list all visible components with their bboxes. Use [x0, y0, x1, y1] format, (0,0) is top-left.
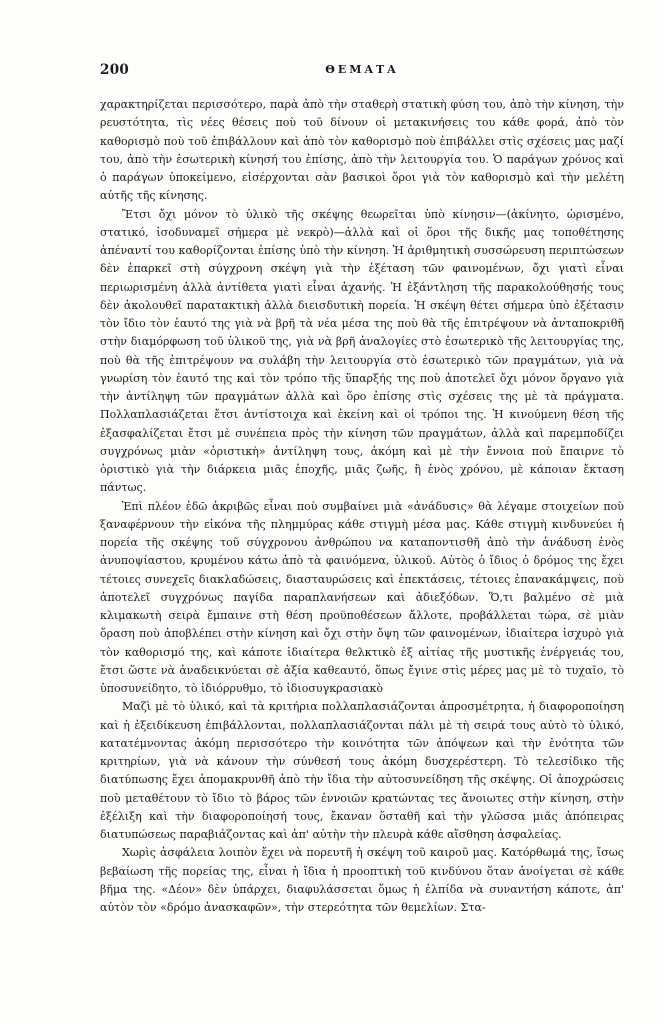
- page-header: [100, 62, 624, 82]
- paragraph: Μαζὶ μὲ τὸ ὑλικό, καὶ τὰ κριτήρια πολλαπλασιάζονται ἀπροσμέτρητα, ἡ διαφοροποίηση καὶ ἡ ἐξειδίκευση ἐπιβάλλονται, πολλαπλασιάζονται πάλι μὲ τὴ σειρά τους αὐτὸ τὸ ὑλικό, κατατέμνοντας ἀκόμη περισσότερο τὴν κοινότητα τῶν ἀπόψεων καὶ τὴν ἑνότητα τῶν κριτηρίων, γιὰ νὰ κάνουν τὴν σύνθεσή τους ἀκόμη δυσχερέστερη. Τὸ τελεσίδικο τῆς διατύπωσης ἔχει ἀπομακρυνθῆ ἀπὸ τὴν ἴδια τὴν αὐτοσυνείδηση τῆς σκέψης. Οἱ ἀποχρώσεις ποὺ μεταθέτουν τὸ ἴδιο τὸ βάρος τῶν ἐννοιῶν κρατώντας τες ἄνοιωτες στὴν κίνηση, στὴν ἐξέλιξη καὶ τὴν διαφοροποίησή τους, ἔκαναν ὅσταθῆ καὶ τὴν γλῶσσα μιᾶς ἀπόπειρας διατυπώσεως παραβιάζοντας καὶ ἀπ' αὐτὴν τὴν πλευρὰ κάθε αἴσθηση ἀσφαλείας.: [100, 700, 624, 841]
- paragraph-continued: χαρακτηρίζεται περισσότερο, παρὰ ἀπὸ τὴν σταθερὴ στατικὴ φύση του, ἀπὸ τὴν κίνηση, τὴν ρευστότητα, τὶς νέες θέσεις ποὺ τοῦ δίνουν οἱ μετακινήσεις του κάθε φορά, ἀπὸ τὸν καθορισμὸ ποὺ τοῦ ἐπιβάλλουν καὶ ἀπὸ τὸν καθορισμὸ ποὺ ἐπιβάλλει στὶς σχέσεις μας μαζί του, ἀπὸ τὴν ἐσωτερικὴ κίνησή του ἐπίσης, ἀπὸ τὴν λειτουργία του. Ὁ παράγων χρόνος καὶ ὁ παράγων ὑποκείμενο, εἰσέρχονται σὰν βασικοὶ ὅροι γιὰ τὸν καθορισμὸ καὶ τὴν μελέτη αὐτῆς τῆς κίνησης.: [100, 98, 624, 203]
- page-number: 200: [100, 62, 130, 78]
- paragraph: Ἐπὶ πλέον ἐδῶ ἀκριβῶς εἶναι ποὺ συμβαίνει μιὰ «ἀνάδυσις» θὰ λέγαμε στοιχείων ποὺ ξαναφέρνουν τὴν εἰκόνα τῆς πλημμύρας κάθε στιγμὴ μέσα μας. Κάθε στιγμὴ κινδυνεύει ἡ πορεία τῆς σκέψης τοῦ σύγχρονου ἀνθρώπου να καταποντισθῆ ἀπὸ τὴν ἀνάδυση ἑνὸς ἀνυποψίαστου, κρυμένου κάτω ἀπὸ τὰ φαινόμενα, ὑλικοῦ. Αὐτὸς ὁ ἴδιος ὁ δρόμος της ἔχει τέτοιες συνεχεῖς διακλαδώσεις, διασταυρώσεις καὶ ἐπεκτάσεις, τέτοιες ἐπανακάμψεις, ποὺ ἀποτελεῖ συγχρόνως παγίδα παραπλανήσεων καὶ ἀδιεξόδων. Ὅ,τι βαλμένο σὲ μιὰ κλιμακωτὴ σειρὰ ἔμπαινε στὴ θέση προϋποθέσεων ἄλλοτε, προβάλλεται τώρα, σὲ μιὰν ὅραση ποὺ ἀποβλέπει στὴν κίνηση καὶ ὄχι στὴν ὄψη τῶν φαινομένων, ἰδιαίτερα ἰσχυρὸ γιὰ τὸν καθορισμό της, καὶ κάποτε ἰδιαίτερα θελκτικὸ ἐξ αἰτίας τῆς μυστικῆς ἐνέργειάς του, ἔτσι ὥστε νὰ ἀναδεικνύεται σὲ ἀξία καθεαυτό, ὅπως ἔγινε στὶς μέρες μας μὲ τὸ τυχαῖο, τὸ ὑποσυνείδητο, τὸ ἰδιόρρυθμο, τὸ ἰδιοσυγκρασιακὸ: [100, 499, 624, 695]
- running-title: ΘΕΜΑΤΑ: [325, 63, 399, 76]
- paragraph: Χωρὶς ἀσφάλεια λοιπὸν ἔχει νὰ πορευτῆ ἡ σκέψη τοῦ καιροῦ μας. Κατόρθωμά της, ἴσως βεβαίωση τῆς πορείας της, εἶναι ἡ ἴδια ἡ προοπτικὴ τοῦ κινδύνου ὅταν ἀνοίγεται σὲ κάθε βῆμα της. «Δέον» δὲν ὑπάρχει, διαφυλάσσεται ὅμως ἡ ἐλπίδα νὰ συναντήση κάποτε, ἀπ' αὐτὸν τὸν «δρόμο ἀνασκαφῶν», τὴν στερεότητα τῶν θεμελίων. Στα-: [100, 846, 624, 914]
- paragraph: Ἔτσι ὄχι μόνον τὸ ὑλικὸ τῆς σκέψης θεωρεῖται ὑπὸ κίνησιν—(ἀκίνητο, ὡρισμένο, στατικό, ἰσοδυναμεῖ σήμερα μὲ νεκρὸ)—ἀλλὰ καὶ οἱ ὅροι τῆς δικῆς μας τοποθέτησης ἀπέναντί του καθορίζονται ἐπίσης ὑπὸ τὴν κίνηση. Ἡ ἀριθμητικὴ συσσώρευση περιπτώσεων δὲν ἐπαρκεῖ στὴ σύγχρονη σκέψη γιὰ τὴν ἐξέταση τῶν φαινομένων, ὄχι γιατὶ εἶναι περιωρισμένη ἀλλὰ ἀντίθετα γιατὶ εἶναι ἀχανής. Ἡ ἐξάντληση τῆς παρακολούθησής τους δὲν ἀκολουθεῖ παρατακτικὴ ἀλλὰ διεισδυτικὴ πορεία. Ἡ σκέψη θέτει σήμερα ὑπὸ ἐξέτασιν τὸν ἴδιο τὸν ἑαυτό της γιὰ νὰ βρῆ τὰ νέα μέσα της ποὺ θὰ τῆς ἐπιτρέψουν νὰ ἀνταποκριθῆ στὴν διαμόρφωση τοῦ ὑλικοῦ της, γιὰ νὰ βρῆ ἀναλογίες στὸ ἐσωτερικὸ τῆς λειτουργίας της, ποὺ θὰ τῆς ἐπιτρέψουν να συλάβη τὴν λειτουργία στὸ ἐσωτερικὸ τῶν πραγμάτων, γιὰ νὰ γνωρίση τὸν ἑαυτό της καὶ τὸν τρόπο τῆς ὕπαρξής της ποὺ ἀποτελεῖ ὄχι μόνον ὄργανο γιὰ τὴν ἀντίληψη τῶν πραγμάτων ἀλλὰ καὶ ὅρο ἐπίσης στὶς σχέσεις της μὲ τὰ πράγματα. Πολλαπλασιάζεται ἔτσι ἀντίστοιχα καὶ ἐκείνη καὶ οἱ τρόποι της. Ἡ κινούμενη θέση τῆς ἐξασφαλίζεται ἔτσι μὲ συνέπεια πρὸς τὴν κίνηση τῶν πραγμάτων, ἀλλὰ καὶ παρεμποδίζει συγχρόνως μιὰν «ὁριστικὴ» ἀντίληψη τους, ἀκόμη καὶ μὲ τὴν ἔννοια ποὺ ἔπαιρνε τὸ ὁριστικὸ γιὰ τὴν διάρκεια μιᾶς ἐποχῆς, μιᾶς ζωῆς, ἢ ἑνὸς χρόνου, μὲ κάποιαν ἔκταση πάντως.: [100, 207, 624, 495]
- body-text: [100, 96, 624, 917]
